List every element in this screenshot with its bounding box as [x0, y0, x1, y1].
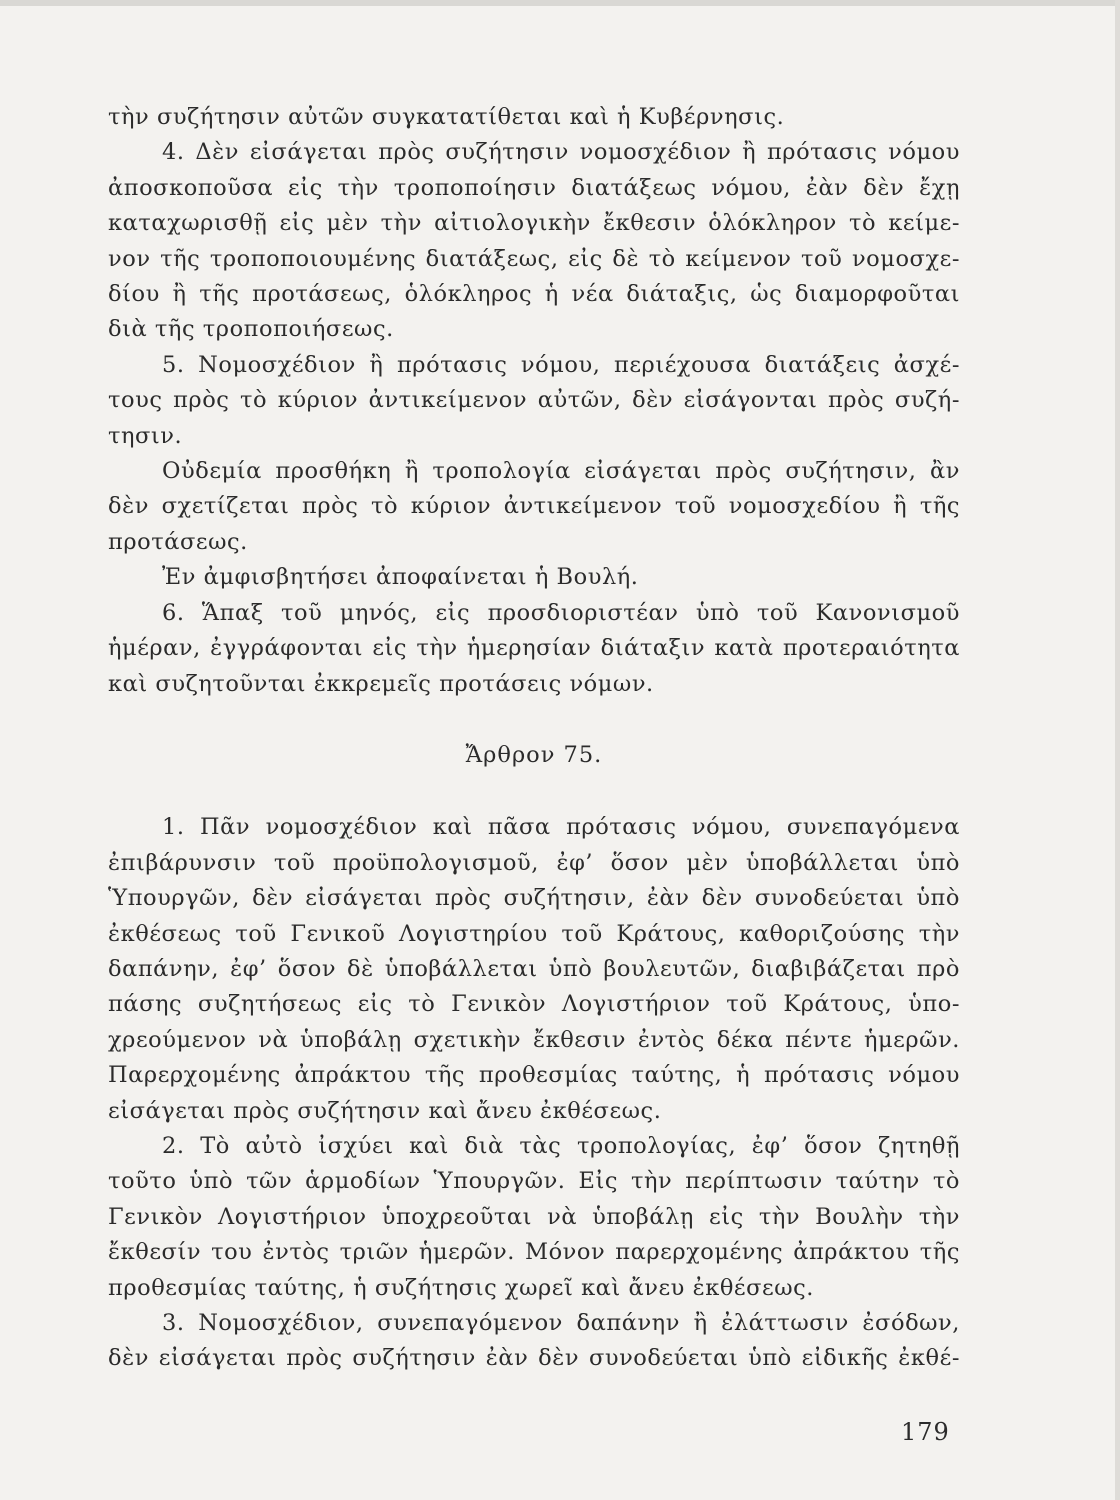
text-line: χρεούμενον νὰ ὑποβάλῃ σχετικὴν ἔκθεσιν ἐντὸς δέκα πέντε ἡμερῶν.: [108, 1026, 960, 1053]
text-line: διὰ τῆς τροποποιήσεως.: [108, 316, 394, 343]
scan-edge-right: [1115, 0, 1120, 1500]
text-line: καὶ συζητοῦνται ἐκκρεμεῖς προτάσεις νόμων.: [108, 670, 654, 697]
text-line: 4. Δὲν εἰσάγεται πρὸς συζήτησιν νομοσχέδιον ἢ πρότασις νόμου: [162, 139, 960, 166]
page-body: [108, 100, 960, 1377]
text-line: Παρερχομένης ἀπράκτου τῆς προθεσμίας ταύτης, ἡ πρότασις νόμου: [108, 1062, 960, 1089]
text-line: τους πρὸς τὸ κύριον ἀντικείμενον αὐτῶν, δὲν εἰσάγονται πρὸς συζή-: [108, 387, 960, 414]
text-line: τοῦτο ὑπὸ τῶν ἁρμοδίων Ὑπουργῶν. Εἰς τὴν περίπτωσιν ταύτην τὸ: [108, 1168, 960, 1195]
text-line: Γενικὸν Λογιστήριον ὑποχρεοῦται νὰ ὑποβάλῃ εἰς τὴν Βουλὴν τὴν: [108, 1203, 960, 1230]
text-line: ἔκθεσίν του ἐντὸς τριῶν ἡμερῶν. Μόνον παρερχομένης ἀπράκτου τῆς: [108, 1239, 960, 1266]
text-line: εἰσάγεται πρὸς συζήτησιν καὶ ἄνευ ἐκθέσεως.: [108, 1097, 662, 1124]
text-line: δὲν εἰσάγεται πρὸς συζήτησιν ἐὰν δὲν συνοδεύεται ὑπὸ εἰδικῆς ἐκθέ-: [108, 1345, 960, 1372]
text-line: δὲν σχετίζεται πρὸς τὸ κύριον ἀντικείμενον τοῦ νομοσχεδίου ἢ τῆς: [108, 493, 960, 520]
text-line: ἐκθέσεως τοῦ Γενικοῦ Λογιστηρίου τοῦ Κράτους, καθοριζούσης τὴν: [108, 920, 960, 947]
text-line: ἐπιβάρυνσιν τοῦ προϋπολογισμοῦ, ἐφ’ ὅσον μὲν ὑποβάλλεται ὑπὸ: [108, 849, 960, 876]
text-line: ἀποσκοποῦσα εἰς τὴν τροποποίησιν διατάξεως νόμου, ἐὰν δὲν ἔχῃ: [108, 174, 960, 201]
text-line: 2. Τὸ αὐτὸ ἰσχύει καὶ διὰ τὰς τροπολογίας, ἐφ’ ὅσον ζητηθῇ: [162, 1132, 960, 1159]
scan-edge-top: [0, 0, 1120, 6]
text-line: Οὐδεμία προσθήκη ἢ τροπολογία εἰσάγεται πρὸς συζήτησιν, ἂν: [162, 458, 960, 485]
text-line: προθεσμίας ταύτης, ἡ συζήτησις χωρεῖ καὶ ἄνευ ἐκθέσεως.: [108, 1274, 815, 1301]
text-line: τησιν.: [108, 422, 183, 449]
text-line: ἡμέραν, ἐγγράφονται εἰς τὴν ἡμερησίαν διάταξιν κατὰ προτεραιότητα: [108, 635, 960, 662]
text-line: 6. Ἅπαξ τοῦ μηνός, εἰς προσδιοριστέαν ὑπὸ τοῦ Κανονισμοῦ: [162, 599, 960, 626]
text-line: 5. Νομοσχέδιον ἢ πρότασις νόμου, περιέχουσα διατάξεις ἀσχέ-: [162, 351, 960, 378]
text-line: καταχωρισθῇ εἰς μὲν τὴν αἰτιολογικὴν ἔκθεσιν ὁλόκληρον τὸ κείμε-: [108, 210, 960, 237]
page-number: 179: [901, 1418, 950, 1446]
text-line: Ἐν ἀμφισβητήσει ἀποφαίνεται ἡ Βουλή.: [162, 564, 639, 591]
text-line: τὴν συζήτησιν αὐτῶν συγκατατίθεται καὶ ἡ Κυβέρνησις.: [108, 104, 785, 130]
text-line: Ὑπουργῶν, δὲν εἰσάγεται πρὸς συζήτησιν, ἐὰν δὲν συνοδεύεται ὑπὸ: [108, 885, 960, 912]
text-line: 1. Πᾶν νομοσχέδιον καὶ πᾶσα πρότασις νόμου, συνεπαγόμενα: [162, 814, 960, 841]
text-line: νον τῆς τροποποιουμένης διατάξεως, εἰς δὲ τὸ κείμενον τοῦ νομοσχε-: [108, 245, 960, 272]
text-line: 3. Νομοσχέδιον, συνεπαγόμενον δαπάνην ἢ ἐλάττωσιν ἐσόδων,: [162, 1310, 960, 1336]
article-heading: Ἄρθρον 75.: [465, 741, 603, 768]
text-line: προτάσεως.: [108, 528, 248, 555]
text-line: δίου ἢ τῆς προτάσεως, ὁλόκληρος ἡ νέα διάταξις, ὡς διαμορφοῦται: [108, 281, 960, 308]
text-line: πάσης συζητήσεως εἰς τὸ Γενικὸν Λογιστήριον τοῦ Κράτους, ὑπο-: [108, 991, 960, 1018]
text-line: δαπάνην, ἐφ’ ὅσον δὲ ὑποβάλλεται ὑπὸ βουλευτῶν, διαβιβάζεται πρὸ: [108, 955, 960, 982]
